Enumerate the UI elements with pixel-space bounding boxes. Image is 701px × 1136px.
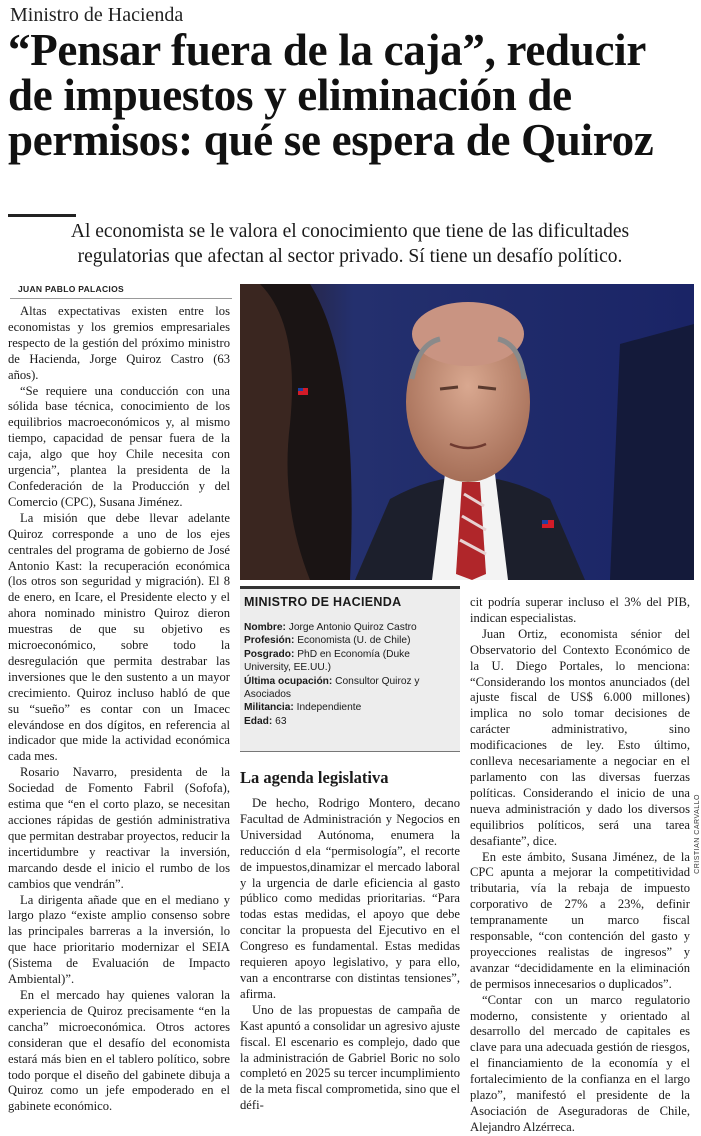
photo-credit: CRISTIAN CARVALLO bbox=[694, 794, 701, 874]
fact-value: 63 bbox=[275, 715, 287, 727]
fact-label: Nombre: bbox=[244, 622, 286, 633]
paragraph: Juan Ortiz, economista sénior del Observatorio del Contexto Económico de la U. Diego Portales, lo menciona: “Considerando los montos anunciados (del ajuste fiscal de US$ 6.000 millones) implica no solo tomar decisiones de carácter administrativo, sino modificaciones de ley. Esto último, conlleva necesariamente a negociar en el parlamento con las diversas fuerzas políticas. Considerando el inicio de una nueva administración y dado los diversos equilibrios políticos, será una tarea desafiante”, dice. bbox=[470, 626, 690, 848]
factbox-title: MINISTRO DE HACIENDA bbox=[244, 595, 402, 609]
fact-row-party bbox=[244, 701, 452, 714]
section-heading: La agenda legislativa bbox=[240, 768, 389, 787]
portrait-illustration bbox=[240, 284, 694, 580]
fact-label: Profesión: bbox=[244, 635, 295, 647]
paragraph: La misión que debe llevar adelante Quiroz corresponde a uno de los ejes centrales del programa de gobierno de José Antonio Kast: la recuperación económica (los otros son seguridad y migración). El 8 de enero, en Icare, el Presidente electo y el ahora nominado ministro Quiroz dieron muestras de que su objetivo es microeconómico, sobre todo la desregulación que permita destrabar las inversiones que le den sustento a un mayor crecimiento. Quiroz incluso habló de que su “sueño” es contar con un Imacec elevándose en dos dígitos, en referencia al indicador que mide la actividad económica cada mes. bbox=[8, 510, 230, 764]
fact-row-age bbox=[244, 715, 452, 728]
paragraph: cit podría superar incluso el 3% del PIB, indican especialistas. bbox=[470, 595, 690, 625]
paragraph: En este ámbito, Susana Jiménez, de la CPC apunta a mejorar la competitividad tributaria, vía la rebaja de impuesto corporativo de 27% a 23%, definir tempranamente un marco fiscal responsable, “con contención del gasto y proyecciones realistas de ingresos” y avanzar “decididamente en la eliminación de permisos innecesarios o duplicados”. bbox=[470, 849, 690, 991]
article-column-3 bbox=[470, 595, 690, 1136]
fact-row-name bbox=[244, 621, 452, 634]
paragraph: Rosario Navarro, presidenta de la Sociedad de Fomento Fabril (Sofofa), estima que “en el corto plazo, se necesitan acciones rápidas de gestión administrativa que permitan destrabar proyectos, reducir la incertidumbre y reactivar la inversión, marcando desde el inicio el rumbo de los cambios que vendrán”. bbox=[8, 765, 230, 891]
fact-value: Consultor Quiroz y Asociados bbox=[244, 675, 420, 701]
fact-value: Independiente bbox=[296, 702, 362, 714]
headline: “Pensar fuera de la caja”, reducir de impuestos y eliminación de permisos: qué se espera de Quiroz bbox=[8, 25, 654, 165]
paragraph: En el mercado hay quienes valoran la experiencia de Quiroz precisamente “en la cancha” microeconómica. Otros actores consideran que el desafío del economista estará más bien en el tablero político, sobre todo porque el diseño del gabinete dibuja a Quiroz como un jefe empoderado en el gabinete económico. bbox=[8, 987, 230, 1114]
subheadline: Al economista se le valora el conocimiento que tiene de las dificultades regulatorias que afectan al sector privado. Sí tiene un desafío político. bbox=[70, 221, 630, 267]
fact-row-postgrad bbox=[244, 648, 452, 675]
article-column-1 bbox=[8, 304, 230, 1115]
fact-label: Última ocupación: bbox=[244, 675, 333, 687]
paragraph: Altas expectativas existen entre los economistas y los gremios empresariales respecto de la gestión del próximo ministro de Hacienda, Jorge Quiroz Castro (63 años). bbox=[8, 304, 230, 382]
byline-rule bbox=[10, 298, 232, 299]
fact-value: Economista (U. de Chile) bbox=[297, 635, 411, 647]
fact-label: Edad: bbox=[244, 715, 273, 727]
section-kicker: Ministro de Hacienda bbox=[10, 4, 184, 26]
paragraph: La dirigenta añade que en el mediano y largo plazo “existe amplio consenso sobre las principales barreras a la inversión, lo que hace prioritario modernizar el SEIA (Sistema de Evaluación de Impacto Ambiental)”. bbox=[8, 892, 230, 987]
byline: JUAN PABLO PALACIOS bbox=[18, 284, 124, 294]
fact-row-last-job bbox=[244, 675, 452, 702]
paragraph: Uno de las propuestas de campaña de Kast apuntó a consolidar un agresivo ajuste fiscal. El escenario es complejo, dado que la administración de Gabriel Boric no solo completó en 2025 su tercer incumplimiento de la meta fiscal comprometida, sino que el défi- bbox=[240, 1002, 460, 1113]
fact-row-profession bbox=[244, 634, 452, 647]
paragraph: De hecho, Rodrigo Montero, decano Facultad de Administración y Negocios en Universidad Autónoma, enumera la reducción d ela “permisología”, el recorte de impuestos,dinamizar el mercado laboral y la urgencia de darle eficiencia al gasto público como medidas prioritarias. “Para todas estas medidas, el apoyo que debe concitar la propuesta del Ejecutivo en el Congreso es fundamental. Estas medidas requieren apoyo legislativo, y para ello, van a encontrarse con distintas tensiones”, afirma. bbox=[240, 796, 460, 1001]
fact-value: PhD en Economía (Duke University, EE.UU.) bbox=[244, 648, 410, 674]
paragraph: “Se requiere una conducción con una sólida base técnica, conocimiento de los equilibrios macroeconómicos y, al mismo tiempo, capacidad de pensar fuera de la caja, algo que hoy Chile necesita con urgencia”, plantea la presidenta de la Confederación de la Producción y del Comercio (CPC), Susana Jiménez. bbox=[8, 383, 230, 509]
headline-rule bbox=[8, 214, 76, 217]
paragraph: “Contar con un marco regulatorio moderno, consistente y orientado al desarrollo del mercado de capitales es clave para una adecuada gestión de riesgos, el financiamiento de la economía y el fortalecimiento de la confianza en el largo plazo”, manifestó el presidente de la Asociación de Aseguradoras de Chile, Alejandro Alzérreca. bbox=[470, 992, 690, 1134]
article-column-2 bbox=[240, 796, 460, 1114]
profile-factbox bbox=[240, 586, 460, 752]
fact-label: Posgrado: bbox=[244, 648, 295, 660]
fact-label: Militancia: bbox=[244, 702, 294, 714]
fact-value: Jorge Antonio Quiroz Castro bbox=[288, 622, 417, 633]
